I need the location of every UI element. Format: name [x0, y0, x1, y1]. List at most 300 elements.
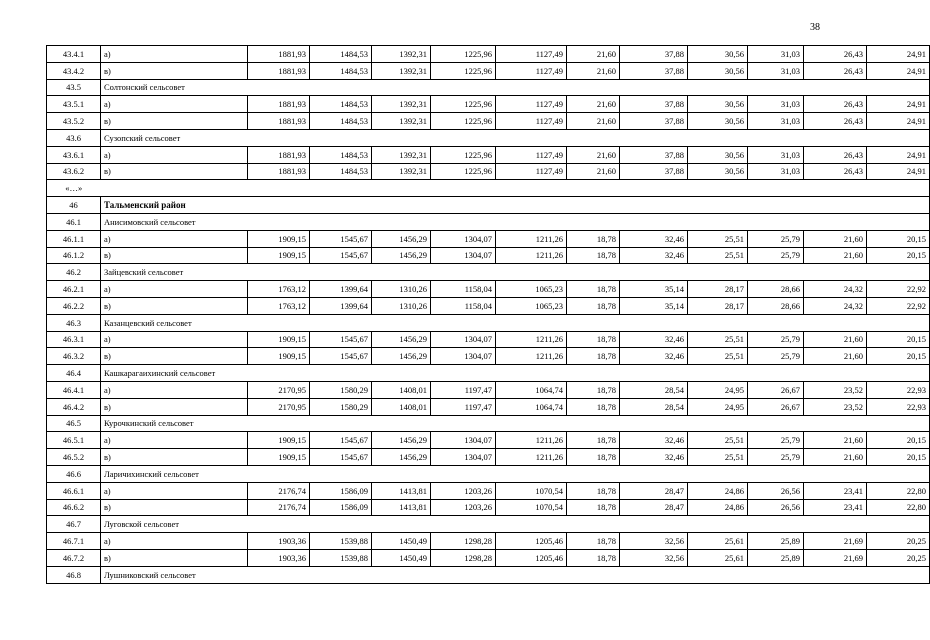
table-cell: 26,43 [804, 163, 867, 180]
table-cell: 1225,96 [431, 62, 496, 79]
row-number: 43.5.2 [47, 113, 101, 130]
table-cell: 24,91 [867, 46, 930, 63]
row-number: 46.2.1 [47, 281, 101, 298]
table-cell: 1127,49 [496, 62, 567, 79]
table-cell: 30,56 [688, 163, 748, 180]
table-cell: 1545,67 [310, 432, 372, 449]
table-cell: 23,52 [804, 381, 867, 398]
row-number: 46.4.2 [47, 398, 101, 415]
table-cell: 25,89 [748, 533, 804, 550]
table-row [47, 62, 930, 79]
table-cell: 28,66 [748, 297, 804, 314]
page-number: 38 [810, 22, 820, 33]
table-cell: 1763,12 [248, 281, 310, 298]
table-cell: 24,32 [804, 281, 867, 298]
table-row [47, 482, 930, 499]
table-row [47, 247, 930, 264]
table-row [47, 230, 930, 247]
table-cell: 1399,64 [310, 281, 372, 298]
row-number: 43.5 [47, 79, 101, 96]
table-cell: 1158,04 [431, 297, 496, 314]
table-cell: 1304,07 [431, 348, 496, 365]
row-label: а) [101, 533, 248, 550]
row-number: 46.5.1 [47, 432, 101, 449]
table-cell: 35,14 [620, 281, 688, 298]
row-number: 46.1.1 [47, 230, 101, 247]
table-cell: 22,80 [867, 482, 930, 499]
table-cell: 1225,96 [431, 146, 496, 163]
table-cell: 21,60 [804, 449, 867, 466]
table-cell: 24,95 [688, 381, 748, 398]
table-cell: 18,78 [567, 348, 620, 365]
table-cell: 25,79 [748, 449, 804, 466]
table-cell: 21,60 [567, 62, 620, 79]
table-row [47, 432, 930, 449]
table-cell: 18,78 [567, 381, 620, 398]
table-row [47, 449, 930, 466]
row-number: 43.5.1 [47, 96, 101, 113]
row-label: в) [101, 449, 248, 466]
row-label: в) [101, 113, 248, 130]
table-cell: 1450,49 [372, 533, 431, 550]
table-cell: 25,79 [748, 230, 804, 247]
table-cell: 1211,26 [496, 331, 567, 348]
table-cell: 18,78 [567, 549, 620, 566]
row-number: 46.2.2 [47, 297, 101, 314]
row-number: 46.6.1 [47, 482, 101, 499]
table-cell: 32,46 [620, 449, 688, 466]
table-cell: 20,15 [867, 230, 930, 247]
table-cell: 1304,07 [431, 247, 496, 264]
row-number: 46.3.1 [47, 331, 101, 348]
table-cell: 1909,15 [248, 348, 310, 365]
table-cell: 26,67 [748, 381, 804, 398]
table-cell: 26,67 [748, 398, 804, 415]
table-cell: 1197,47 [431, 381, 496, 398]
table-cell: 30,56 [688, 96, 748, 113]
table-cell: 24,91 [867, 163, 930, 180]
row-label: в) [101, 163, 248, 180]
table-cell: 31,03 [748, 46, 804, 63]
table-cell: 1392,31 [372, 146, 431, 163]
table-cell: 1413,81 [372, 482, 431, 499]
table-cell: 18,78 [567, 482, 620, 499]
table-cell: 26,43 [804, 62, 867, 79]
table-cell: 28,54 [620, 381, 688, 398]
subsection-title: Сузопский сельсовет [101, 129, 930, 146]
table-cell: 28,66 [748, 281, 804, 298]
table-cell: 20,15 [867, 331, 930, 348]
table-cell: 31,03 [748, 113, 804, 130]
table-cell: 1127,49 [496, 46, 567, 63]
subsection-title: Ларичихинский сельсовет [101, 465, 930, 482]
table-cell: 20,15 [867, 449, 930, 466]
table-cell: 1408,01 [372, 398, 431, 415]
table-cell: 21,60 [567, 163, 620, 180]
table-cell: 1158,04 [431, 281, 496, 298]
table-cell: 1225,96 [431, 163, 496, 180]
table-row [47, 46, 930, 63]
table-row [47, 331, 930, 348]
table-cell: 30,56 [688, 62, 748, 79]
table-cell: 23,41 [804, 499, 867, 516]
table-cell: 1127,49 [496, 96, 567, 113]
table-cell: 1545,67 [310, 449, 372, 466]
table-cell: 1225,96 [431, 113, 496, 130]
row-label: в) [101, 398, 248, 415]
table-cell: 1408,01 [372, 381, 431, 398]
row-label: а) [101, 146, 248, 163]
table-cell: 30,56 [688, 146, 748, 163]
table-cell: 25,61 [688, 549, 748, 566]
table-cell: 23,41 [804, 482, 867, 499]
table-cell: 1211,26 [496, 247, 567, 264]
row-number: 43.4.2 [47, 62, 101, 79]
table-cell: 20,15 [867, 247, 930, 264]
table-cell: 21,60 [567, 146, 620, 163]
table-cell: 24,91 [867, 146, 930, 163]
table-cell: 21,69 [804, 549, 867, 566]
row-number: 43.6.1 [47, 146, 101, 163]
row-label: а) [101, 46, 248, 63]
table-cell: 21,60 [804, 432, 867, 449]
table-cell: 25,79 [748, 247, 804, 264]
table-cell: 26,43 [804, 96, 867, 113]
table-row [47, 96, 930, 113]
table-cell: 1456,29 [372, 449, 431, 466]
table-cell: 1392,31 [372, 46, 431, 63]
table-cell: 1070,54 [496, 499, 567, 516]
row-number: 46.2 [47, 264, 101, 281]
table-cell: 1203,26 [431, 482, 496, 499]
row-label: а) [101, 482, 248, 499]
subsection-title: Анисимовский сельсовет [101, 213, 930, 230]
table-cell: 24,86 [688, 499, 748, 516]
table-cell: 20,25 [867, 533, 930, 550]
table-cell: 22,80 [867, 499, 930, 516]
row-number: 46.4.1 [47, 381, 101, 398]
table-cell: 18,78 [567, 432, 620, 449]
subsection-title: Зайцевский сельсовет [101, 264, 930, 281]
subsection-row [47, 365, 930, 382]
table-cell: 1539,88 [310, 533, 372, 550]
table-cell: 1545,67 [310, 348, 372, 365]
table-cell: 21,60 [567, 46, 620, 63]
table-cell: 20,15 [867, 348, 930, 365]
table-cell: 1070,54 [496, 482, 567, 499]
table-cell: 1580,29 [310, 381, 372, 398]
table-cell: 37,88 [620, 163, 688, 180]
table-cell: 25,79 [748, 348, 804, 365]
row-number: 46.5.2 [47, 449, 101, 466]
table-cell: 25,51 [688, 230, 748, 247]
table-cell: 26,56 [748, 499, 804, 516]
table-cell: 32,56 [620, 533, 688, 550]
subsection-row [47, 415, 930, 432]
table-cell: 1127,49 [496, 113, 567, 130]
table-cell: 25,79 [748, 432, 804, 449]
table-row [47, 533, 930, 550]
table-cell: 1903,36 [248, 533, 310, 550]
table-cell: 1456,29 [372, 348, 431, 365]
table-cell: 21,60 [804, 348, 867, 365]
table-cell: 1310,26 [372, 281, 431, 298]
table-cell: 1881,93 [248, 96, 310, 113]
row-number: 46.7.1 [47, 533, 101, 550]
table-cell: 21,60 [804, 331, 867, 348]
table-row [47, 297, 930, 314]
row-number: 46.8 [47, 566, 101, 583]
row-number: 46 [47, 197, 101, 214]
table-cell: 1298,28 [431, 549, 496, 566]
table-cell: 1881,93 [248, 146, 310, 163]
table-cell: 1298,28 [431, 533, 496, 550]
table-cell: 1545,67 [310, 230, 372, 247]
table-cell: 1225,96 [431, 96, 496, 113]
table-cell: 25,89 [748, 549, 804, 566]
table-cell: 21,60 [804, 247, 867, 264]
table-cell: 31,03 [748, 146, 804, 163]
table-cell: 32,46 [620, 348, 688, 365]
table-row [47, 281, 930, 298]
table-cell: 1065,23 [496, 297, 567, 314]
table-cell: 1203,26 [431, 499, 496, 516]
table-cell: 18,78 [567, 297, 620, 314]
subsection-row [47, 566, 930, 583]
table-row [47, 398, 930, 415]
table-cell: 1545,67 [310, 331, 372, 348]
table-cell: 26,43 [804, 113, 867, 130]
table-cell: 1763,12 [248, 297, 310, 314]
subsection-title: Лушниковский сельсовет [101, 566, 930, 583]
table-cell: 1064,74 [496, 381, 567, 398]
table-cell: 1392,31 [372, 163, 431, 180]
table-cell: 1197,47 [431, 398, 496, 415]
table-cell: 25,51 [688, 331, 748, 348]
row-label: в) [101, 62, 248, 79]
table-cell: 20,25 [867, 549, 930, 566]
row-label: а) [101, 381, 248, 398]
row-number: «…» [47, 180, 101, 197]
row-label: в) [101, 499, 248, 516]
table-row [47, 348, 930, 365]
table-cell: 1450,49 [372, 549, 431, 566]
row-label: в) [101, 297, 248, 314]
row-number: 46.3 [47, 314, 101, 331]
table-cell: 1881,93 [248, 62, 310, 79]
table-cell: 1909,15 [248, 247, 310, 264]
table-cell: 1399,64 [310, 297, 372, 314]
table-cell: 24,86 [688, 482, 748, 499]
table-cell: 31,03 [748, 96, 804, 113]
table-row [47, 499, 930, 516]
row-number: 46.5 [47, 415, 101, 432]
table-cell: 1456,29 [372, 331, 431, 348]
table-cell: 25,51 [688, 247, 748, 264]
table-cell: 1127,49 [496, 146, 567, 163]
table-cell: 37,88 [620, 113, 688, 130]
table-cell: 1484,53 [310, 96, 372, 113]
table-cell: 24,32 [804, 297, 867, 314]
table-row [47, 549, 930, 566]
table-cell: 1586,09 [310, 482, 372, 499]
table-cell: 32,46 [620, 432, 688, 449]
table-cell: 18,78 [567, 230, 620, 247]
table-cell: 1456,29 [372, 432, 431, 449]
table-cell: 22,92 [867, 281, 930, 298]
subsection-title [101, 180, 930, 197]
table-cell: 25,61 [688, 533, 748, 550]
table-cell: 25,51 [688, 449, 748, 466]
table-cell: 1211,26 [496, 230, 567, 247]
table-cell: 2176,74 [248, 482, 310, 499]
table-cell: 21,60 [567, 96, 620, 113]
table-cell: 1064,74 [496, 398, 567, 415]
table-cell: 1065,23 [496, 281, 567, 298]
row-label: а) [101, 432, 248, 449]
table-cell: 1484,53 [310, 46, 372, 63]
row-label: а) [101, 281, 248, 298]
table-cell: 18,78 [567, 281, 620, 298]
table-cell: 24,95 [688, 398, 748, 415]
table-cell: 18,78 [567, 449, 620, 466]
table-cell: 1392,31 [372, 96, 431, 113]
table-cell: 37,88 [620, 62, 688, 79]
table-row [47, 146, 930, 163]
tariff-table [46, 45, 930, 584]
table-cell: 1881,93 [248, 46, 310, 63]
subsection-title: Солтонский сельсовет [101, 79, 930, 96]
table-cell: 1211,26 [496, 348, 567, 365]
table-cell: 28,47 [620, 499, 688, 516]
table-cell: 1539,88 [310, 549, 372, 566]
table-cell: 1909,15 [248, 449, 310, 466]
subsection-row [47, 264, 930, 281]
subsection-title: Курочкинский сельсовет [101, 415, 930, 432]
table-cell: 1456,29 [372, 247, 431, 264]
table-cell: 24,91 [867, 96, 930, 113]
subsection-title: Кашкарагаихинский сельсовет [101, 365, 930, 382]
row-label: в) [101, 549, 248, 566]
row-number: 43.6 [47, 129, 101, 146]
table-cell: 32,46 [620, 247, 688, 264]
subsection-row [47, 516, 930, 533]
table-row [47, 381, 930, 398]
table-cell: 1304,07 [431, 449, 496, 466]
row-label: а) [101, 96, 248, 113]
row-number: 46.6.2 [47, 499, 101, 516]
table-cell: 24,91 [867, 113, 930, 130]
table-cell: 1310,26 [372, 297, 431, 314]
table-cell: 1127,49 [496, 163, 567, 180]
table-cell: 22,93 [867, 398, 930, 415]
row-number: 46.1 [47, 213, 101, 230]
subsection-title: Луговской сельсовет [101, 516, 930, 533]
row-label: а) [101, 331, 248, 348]
table-cell: 1580,29 [310, 398, 372, 415]
table-cell: 25,51 [688, 432, 748, 449]
table-cell: 37,88 [620, 146, 688, 163]
table-cell: 30,56 [688, 46, 748, 63]
table-cell: 1903,36 [248, 549, 310, 566]
table-cell: 22,93 [867, 381, 930, 398]
table-cell: 23,52 [804, 398, 867, 415]
table-cell: 25,51 [688, 348, 748, 365]
table-cell: 26,43 [804, 146, 867, 163]
table-cell: 1909,15 [248, 331, 310, 348]
table-cell: 22,92 [867, 297, 930, 314]
table-cell: 1304,07 [431, 432, 496, 449]
table-cell: 2176,74 [248, 499, 310, 516]
table-cell: 18,78 [567, 499, 620, 516]
row-number: 46.7 [47, 516, 101, 533]
row-number: 46.3.2 [47, 348, 101, 365]
table-row [47, 163, 930, 180]
table-cell: 1205,46 [496, 533, 567, 550]
table-cell: 1413,81 [372, 499, 431, 516]
ellipsis-row [47, 180, 930, 197]
table-cell: 30,56 [688, 113, 748, 130]
table-cell: 21,60 [567, 113, 620, 130]
row-number: 43.6.2 [47, 163, 101, 180]
subsection-title: Казанцевский сельсовет [101, 314, 930, 331]
table-cell: 1881,93 [248, 113, 310, 130]
table-cell: 1456,29 [372, 230, 431, 247]
table-cell: 28,47 [620, 482, 688, 499]
table-cell: 26,43 [804, 46, 867, 63]
table-cell: 2170,95 [248, 381, 310, 398]
table-cell: 1484,53 [310, 62, 372, 79]
subsection-row [47, 465, 930, 482]
table-cell: 1304,07 [431, 331, 496, 348]
table-body [47, 46, 930, 584]
row-number: 46.7.2 [47, 549, 101, 566]
section-row [47, 197, 930, 214]
table-cell: 1484,53 [310, 163, 372, 180]
table-cell: 1909,15 [248, 230, 310, 247]
table-cell: 28,17 [688, 281, 748, 298]
table-cell: 28,54 [620, 398, 688, 415]
table-cell: 2170,95 [248, 398, 310, 415]
table-cell: 28,17 [688, 297, 748, 314]
row-label: в) [101, 348, 248, 365]
subsection-row [47, 79, 930, 96]
table-cell: 37,88 [620, 46, 688, 63]
table-cell: 21,60 [804, 230, 867, 247]
section-title: Тальменский район [101, 197, 930, 214]
table-cell: 32,46 [620, 230, 688, 247]
row-number: 46.4 [47, 365, 101, 382]
table-cell: 32,46 [620, 331, 688, 348]
subsection-row [47, 314, 930, 331]
table-cell: 1304,07 [431, 230, 496, 247]
table-cell: 18,78 [567, 247, 620, 264]
table-cell: 21,69 [804, 533, 867, 550]
table-cell: 25,79 [748, 331, 804, 348]
subsection-row [47, 129, 930, 146]
table-cell: 1211,26 [496, 449, 567, 466]
table-cell: 1881,93 [248, 163, 310, 180]
table-cell: 1909,15 [248, 432, 310, 449]
table-cell: 18,78 [567, 398, 620, 415]
table-cell: 26,56 [748, 482, 804, 499]
table-cell: 1484,53 [310, 113, 372, 130]
table-cell: 31,03 [748, 62, 804, 79]
row-number: 46.1.2 [47, 247, 101, 264]
table-cell: 18,78 [567, 331, 620, 348]
table-cell: 35,14 [620, 297, 688, 314]
table-cell: 31,03 [748, 163, 804, 180]
